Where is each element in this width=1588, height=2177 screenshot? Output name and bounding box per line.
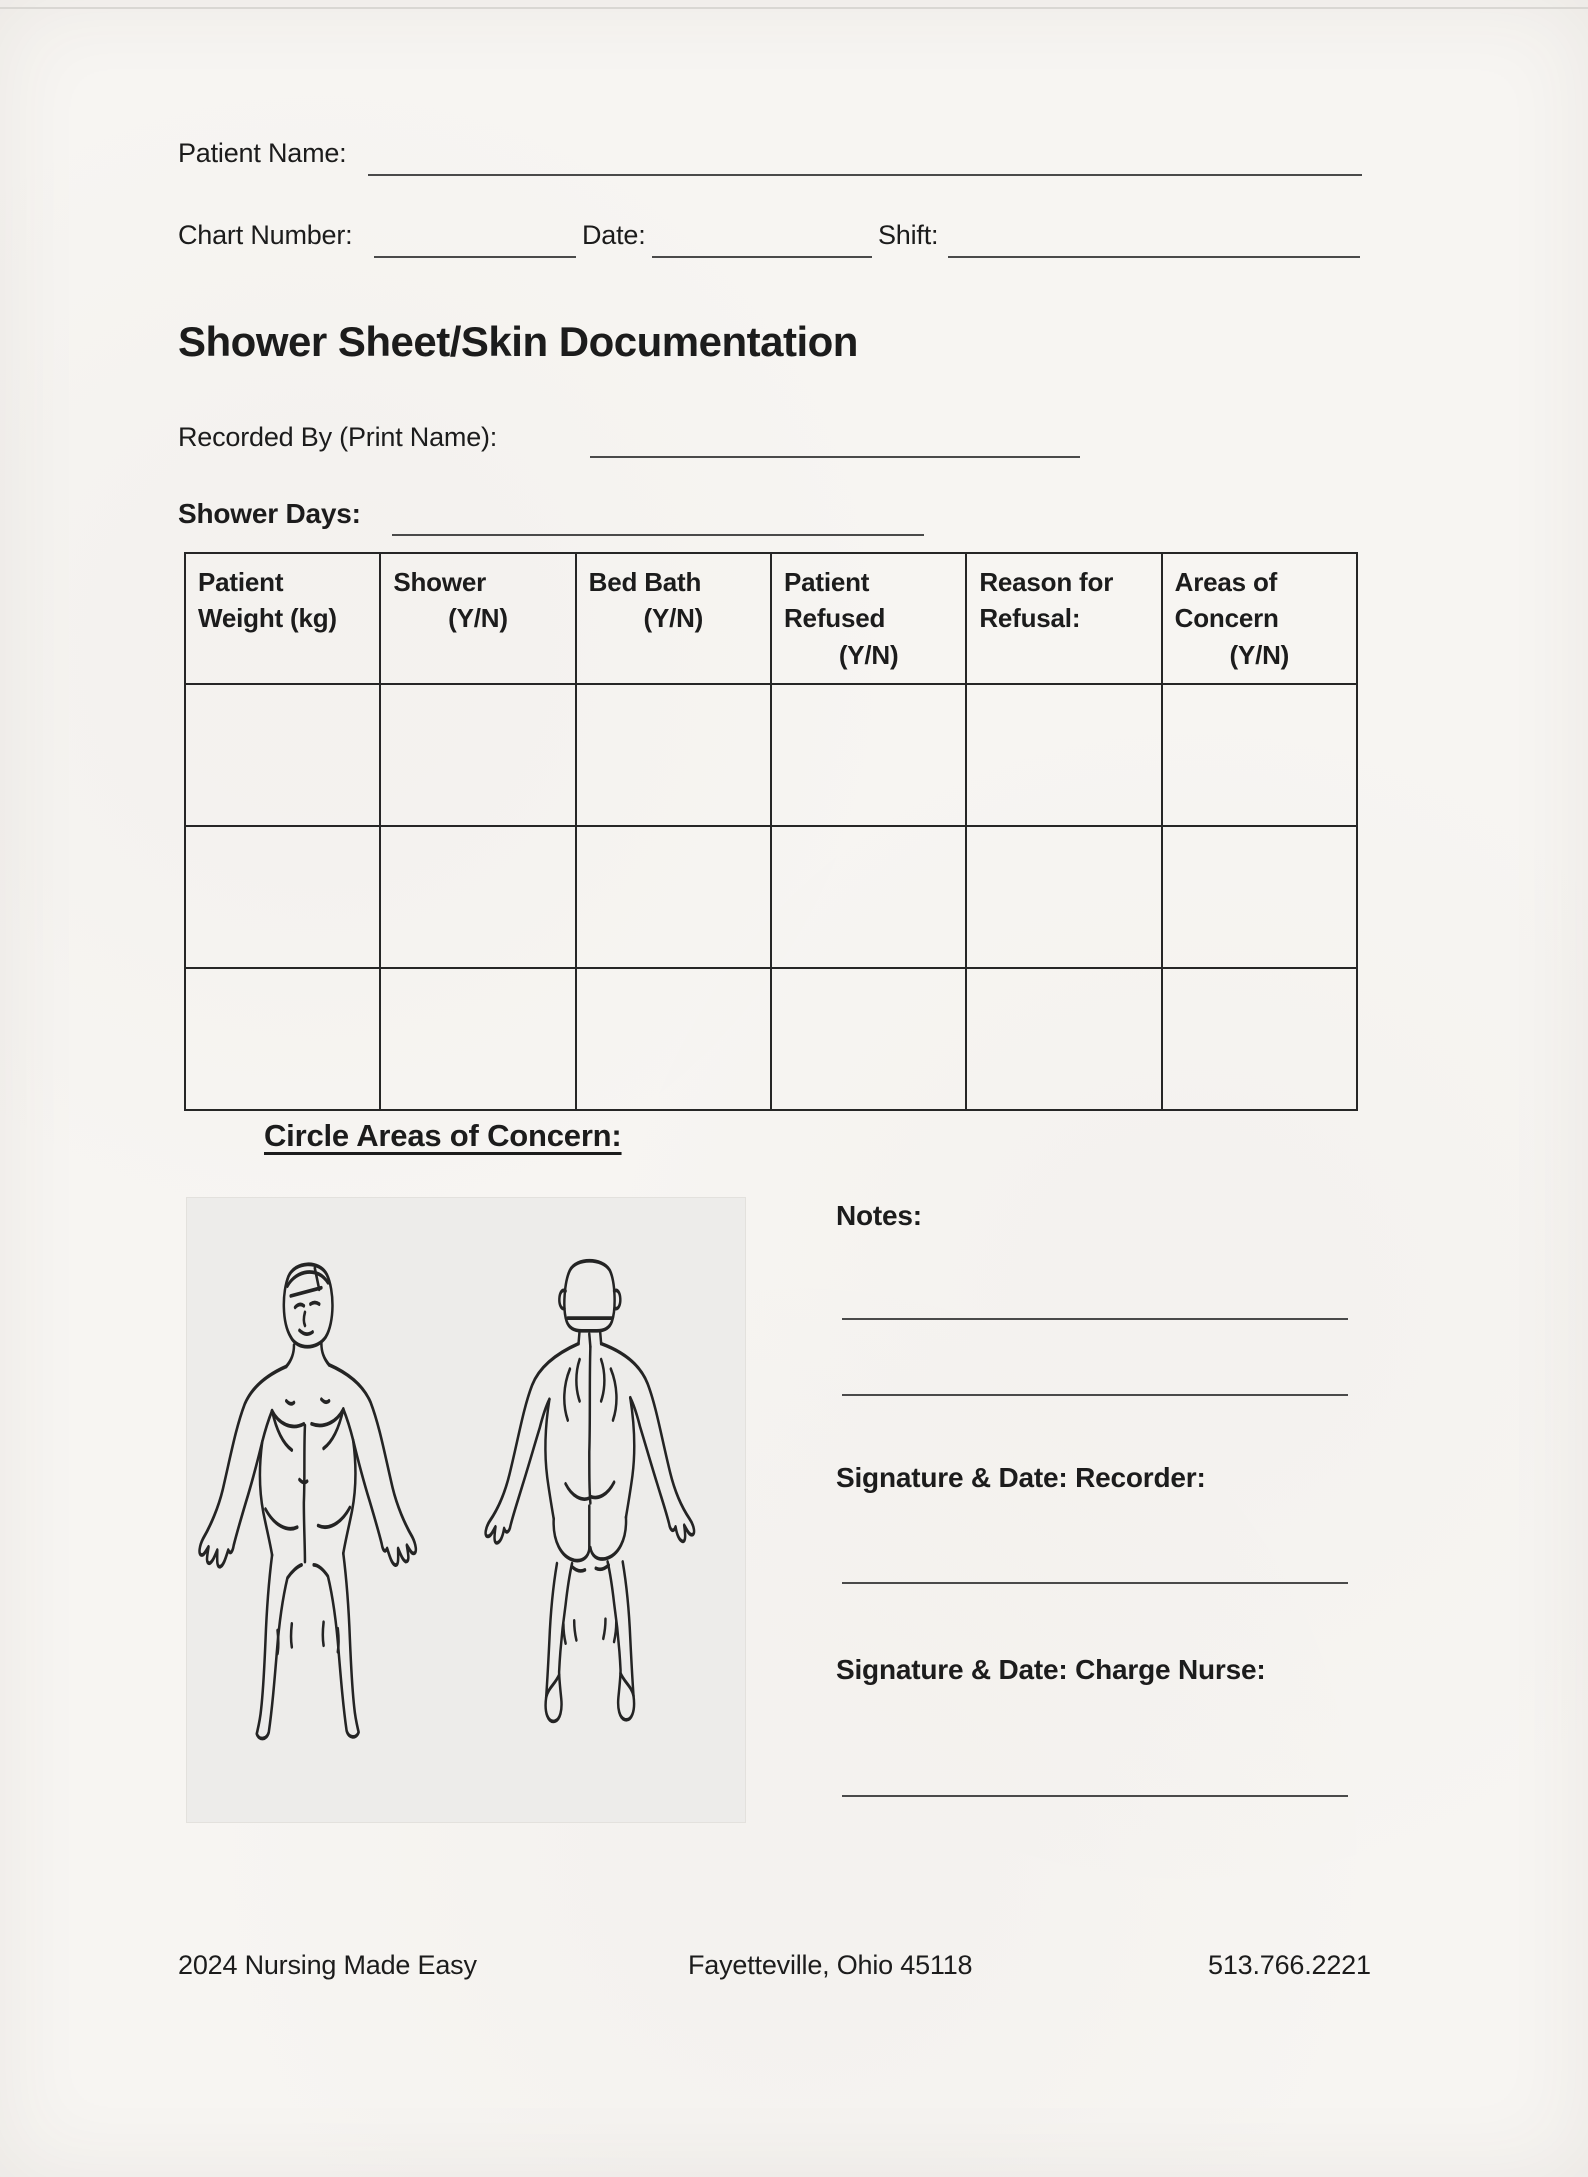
table-cell-empty <box>966 684 1161 826</box>
table-cell-empty <box>771 684 966 826</box>
table-cell-empty <box>771 968 966 1110</box>
chart-number-label: Chart Number: <box>178 220 353 250</box>
col-header-patient-weight: Patient Weight (kg) <box>185 553 380 684</box>
table-cell-empty <box>1162 826 1357 968</box>
body-front-figure <box>191 1250 443 1742</box>
signature-charge-nurse-label: Signature & Date: Charge Nurse: <box>836 1654 1266 1685</box>
date-label: Date: <box>582 220 646 250</box>
recorded-by-line <box>590 456 1080 458</box>
patient-name-line <box>368 174 1362 176</box>
table-cell-empty <box>771 826 966 968</box>
footer-phone: 513.766.2221 <box>1208 1950 1371 1980</box>
table-cell-empty <box>1162 684 1357 826</box>
table-cell-empty <box>380 826 575 968</box>
signature-recorder-line <box>842 1582 1348 1584</box>
table-row <box>185 684 1357 826</box>
shift-label: Shift: <box>878 220 939 250</box>
footer-company: 2024 Nursing Made Easy <box>178 1950 477 1980</box>
col-header-shower: Shower (Y/N) <box>380 553 575 684</box>
shift-line <box>948 256 1360 258</box>
table-cell-empty <box>576 826 771 968</box>
table-cell-empty <box>380 968 575 1110</box>
body-back-figure <box>475 1248 723 1726</box>
footer-location: Fayetteville, Ohio 45118 <box>688 1950 973 1980</box>
col-header-reason-refusal: Reason for Refusal: <box>966 553 1161 684</box>
table-cell-empty <box>966 968 1161 1110</box>
table-cell-empty <box>380 684 575 826</box>
date-line <box>652 256 872 258</box>
table-cell-empty <box>1162 968 1357 1110</box>
patient-name-label: Patient Name: <box>178 138 347 168</box>
chart-number-line <box>374 256 576 258</box>
shower-documentation-table <box>184 552 1358 1111</box>
table-header-row <box>185 553 1357 684</box>
table-row <box>185 968 1357 1110</box>
col-header-patient-refused: Patient Refused (Y/N) <box>771 553 966 684</box>
signature-recorder-label: Signature & Date: Recorder: <box>836 1462 1206 1493</box>
shower-days-label: Shower Days: <box>178 498 361 529</box>
signature-charge-nurse-line <box>842 1795 1348 1797</box>
table-cell-empty <box>966 826 1161 968</box>
col-header-bed-bath: Bed Bath (Y/N) <box>576 553 771 684</box>
notes-line-2 <box>842 1394 1348 1396</box>
table-cell-empty <box>185 684 380 826</box>
scan-edge-artifact <box>0 7 1588 9</box>
notes-label: Notes: <box>836 1200 922 1231</box>
page-title: Shower Sheet/Skin Documentation <box>178 318 858 365</box>
circle-areas-heading: Circle Areas of Concern: <box>264 1118 622 1153</box>
shower-days-line <box>392 534 924 536</box>
col-header-areas-concern: Areas of Concern (Y/N) <box>1162 553 1357 684</box>
recorded-by-label: Recorded By (Print Name): <box>178 422 498 452</box>
table-cell-empty <box>185 826 380 968</box>
table-row <box>185 826 1357 968</box>
body-diagram-box <box>187 1198 745 1822</box>
table-cell-empty <box>576 684 771 826</box>
table-cell-empty <box>185 968 380 1110</box>
notes-line-1 <box>842 1318 1348 1320</box>
table-cell-empty <box>576 968 771 1110</box>
